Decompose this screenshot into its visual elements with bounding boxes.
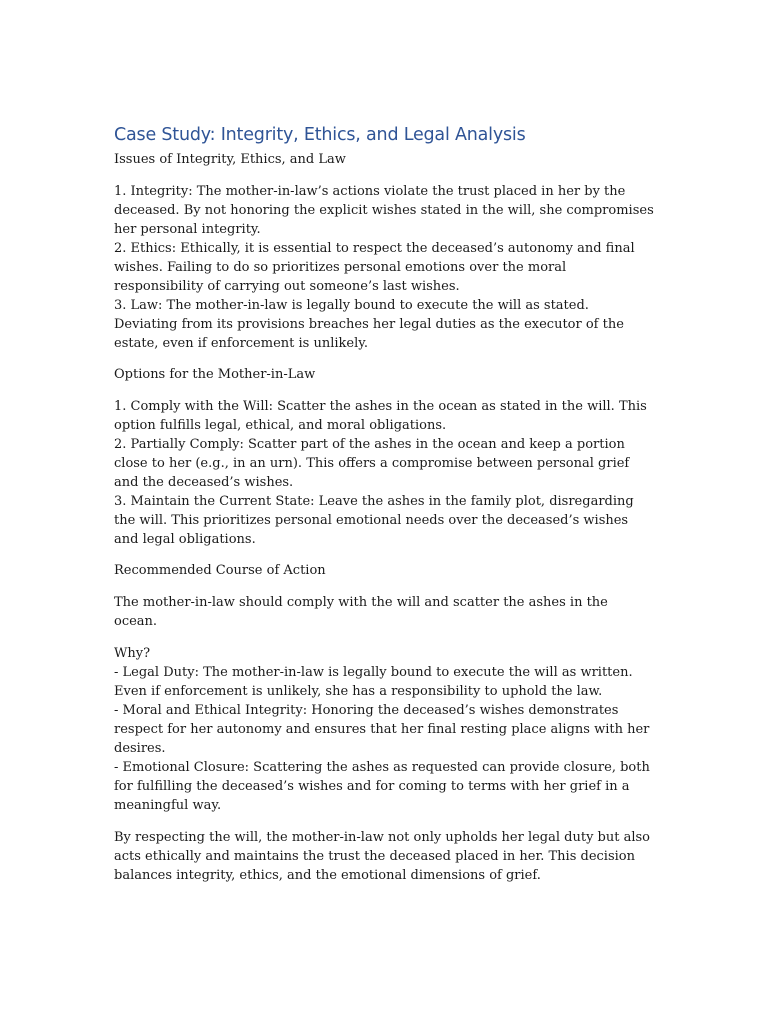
section-heading-issues: Issues of Integrity, Ethics, and Law <box>114 152 346 167</box>
conclusion-paragraph: By respecting the will, the mother-in-law not only upholds her legal duty but also acts ethically and maintains the trust the deceased placed in her. This decision balances integrity, ethics, and the emotional dimensions of grief. <box>114 830 655 883</box>
reason-emotional-closure: - Emotional Closure: Scattering the ashes as requested can provide closure, both for fulfilling the deceased’s wishes and for coming to terms with her grief in a meaningful way. <box>114 760 654 813</box>
option-item-comply: 1. Comply with the Will: Scatter the ashes in the ocean as stated in the will. This option fulfills legal, ethical, and moral obligations. <box>114 399 651 433</box>
section-heading-options: Options for the Mother-in-Law <box>114 367 316 382</box>
reason-legal-duty: - Legal Duty: The mother-in-law is legally bound to execute the will as written. Even if enforcement is unlikely, she has a responsibility to uphold the law. <box>114 665 637 699</box>
option-item-maintain: 3. Maintain the Current State: Leave the ashes in the family plot, disregarding the will. This prioritizes personal emotional needs over the deceased’s wishes and legal obligations. <box>114 494 638 547</box>
section-heading-recommended: Recommended Course of Action <box>114 563 326 578</box>
option-item-partial: 2. Partially Comply: Scatter part of the ashes in the ocean and keep a portion close to her (e.g., in an urn). This offers a compromise between personal grief and the deceased’s wishes. <box>114 437 634 490</box>
document-page <box>114 122 658 885</box>
issue-item-law: 3. Law: The mother-in-law is legally bound to execute the will as stated. Deviating from its provisions breaches her legal duties as the executor of the estate, even if enforcement is unlikely. <box>114 298 629 351</box>
why-label: Why? <box>114 646 151 661</box>
document-title: Case Study: Integrity, Ethics, and Legal Analysis <box>114 125 526 145</box>
recommendation-text: The mother-in-law should comply with the will and scatter the ashes in the ocean. <box>114 595 613 629</box>
issue-item-ethics: 2. Ethics: Ethically, it is essential to respect the deceased’s autonomy and final wishes. Failing to do so prioritizes personal emotions over the moral responsibility of carrying out someone’s last wishes. <box>114 241 639 294</box>
issue-item-integrity: 1. Integrity: The mother-in-law’s actions violate the trust placed in her by the deceased. By not honoring the explicit wishes stated in the will, she compromises her personal integrity. <box>114 184 658 237</box>
reason-moral-integrity: - Moral and Ethical Integrity: Honoring the deceased’s wishes demonstrates respect for her autonomy and ensures that her final resting place aligns with her desires. <box>114 703 654 756</box>
